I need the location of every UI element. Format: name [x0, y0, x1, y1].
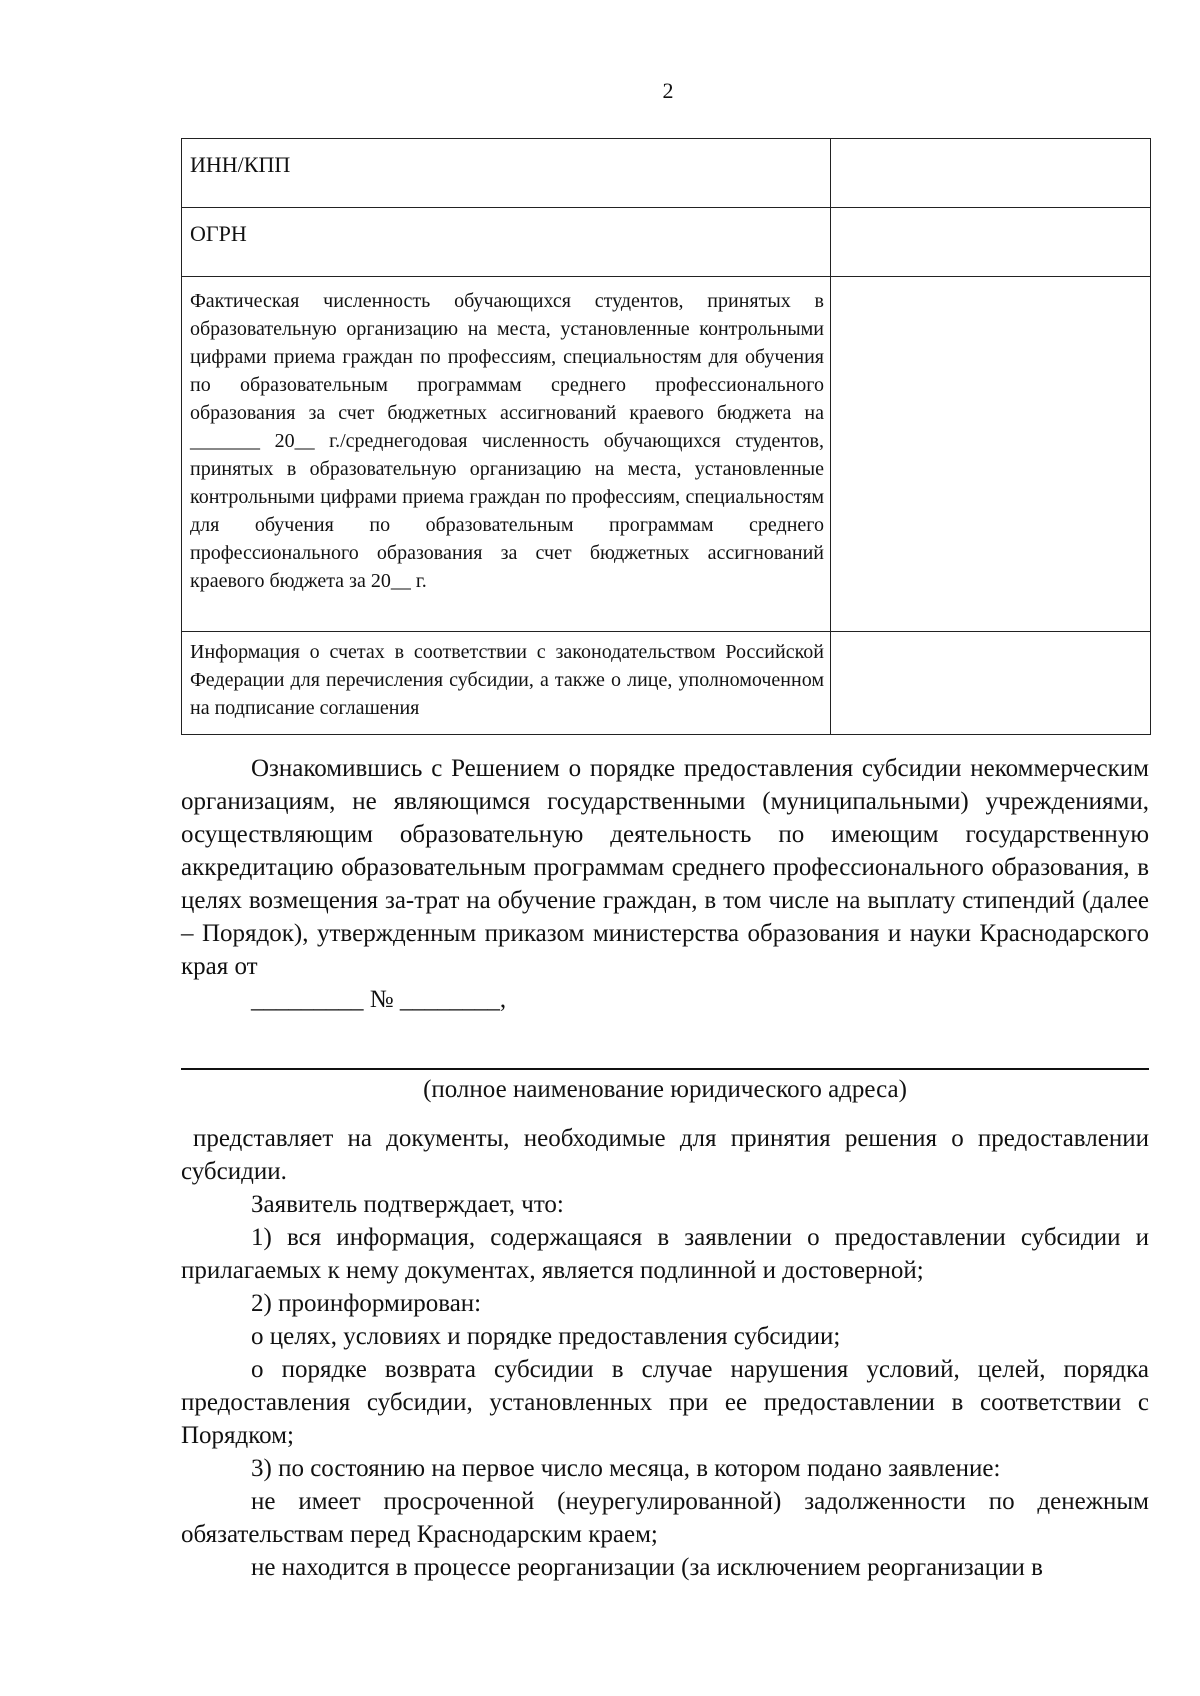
paragraph-item-1: 1) вся информация, содержащаяся в заявлении о предоставлении субсидии и прилагаемых к нему документах, является подлинной и достоверной;: [181, 1224, 1149, 1284]
applicant-info-table: [181, 138, 1151, 735]
table-cell-label: ОГРН: [182, 208, 831, 277]
table-cell-value: [831, 632, 1151, 735]
table-cell-label: Информация о счетах в соответствии с законодательством Российской Федерации для перечисления субсидии, а также о лице, уполномоченном на подписание соглашения: [182, 632, 831, 735]
page-number-text: 2: [662, 78, 674, 103]
paragraph-confirms: Заявитель подтверждает, что:: [251, 1191, 564, 1218]
table-row-ogrn: [182, 208, 1151, 277]
page-number: [0, 78, 1200, 104]
paragraph-documents: представляет на документы, необходимые для принятия решения о предоставлении субсидии.: [181, 1125, 1149, 1185]
table-cell-label: Фактическая численность обучающихся студентов, принятых в образовательную организацию на места, установленные контрольными цифрами приема граждан по профессиям, специальностям для обучения по образовательным программам среднего профессионального образования за счет бюджетных ассигнований краевого бюджета на _______ 20__ г./среднегодовая численность обучающихся студентов, принятых в образовательную организацию на места, установленные контрольными цифрами приема граждан по профессиям, специальностям для обучения по образовательным программам среднего профессионального образования за счет бюджетных ассигнований краевого бюджета за 20__ г.: [182, 277, 831, 632]
intro-paragraph: Ознакомившись с Решением о порядке предоставления субсидии некоммерческим организациям, не являющимся государственными (муниципальными) учреждениями, осуществляющим образовательную деятельность по имеющим государственную аккредитацию образовательным программам среднего профессионального образования, в целях возмещения за-трат на обучение граждан, в том числе на выплату стипендий (далее – Порядок), утвержденным приказом министерства образования и науки Краснодарского края от: [181, 755, 1149, 980]
paragraph-goals: о целях, условиях и порядке предоставления субсидии;: [251, 1323, 841, 1350]
intro-section: [181, 752, 1149, 1016]
paragraph-item-3: 3) по состоянию на первое число месяца, в котором подано заявление:: [251, 1455, 1001, 1482]
table-row-account-info: [182, 632, 1151, 735]
paragraph-refund: о порядке возврата субсидии в случае нарушения условий, целей, порядка предоставления субсидии, установленных при ее предоставлении в соответствии с Порядком;: [181, 1356, 1149, 1449]
legal-address-line: [181, 1068, 1149, 1070]
paragraph-no-reorganization: не находится в процессе реорганизации (за исключением реорганизации в: [251, 1554, 1043, 1581]
order-date-number-blank: _________ № ________,: [251, 986, 507, 1013]
legal-address-caption: (полное наименование юридического адреса): [423, 1076, 907, 1103]
table-row-inn-kpp: [182, 139, 1151, 208]
table-cell-value: [831, 277, 1151, 632]
table-row-student-count: [182, 277, 1151, 632]
paragraph-no-debt: не имеет просроченной (неурегулированной) задолженности по денежным обязательствам перед Краснодарским краем;: [181, 1488, 1149, 1548]
table-cell-label: ИНН/КПП: [182, 139, 831, 208]
paragraph-item-2: 2) проинформирован:: [251, 1290, 482, 1317]
table-cell-value: [831, 208, 1151, 277]
table-cell-value: [831, 139, 1151, 208]
statement-body: [181, 1122, 1149, 1584]
